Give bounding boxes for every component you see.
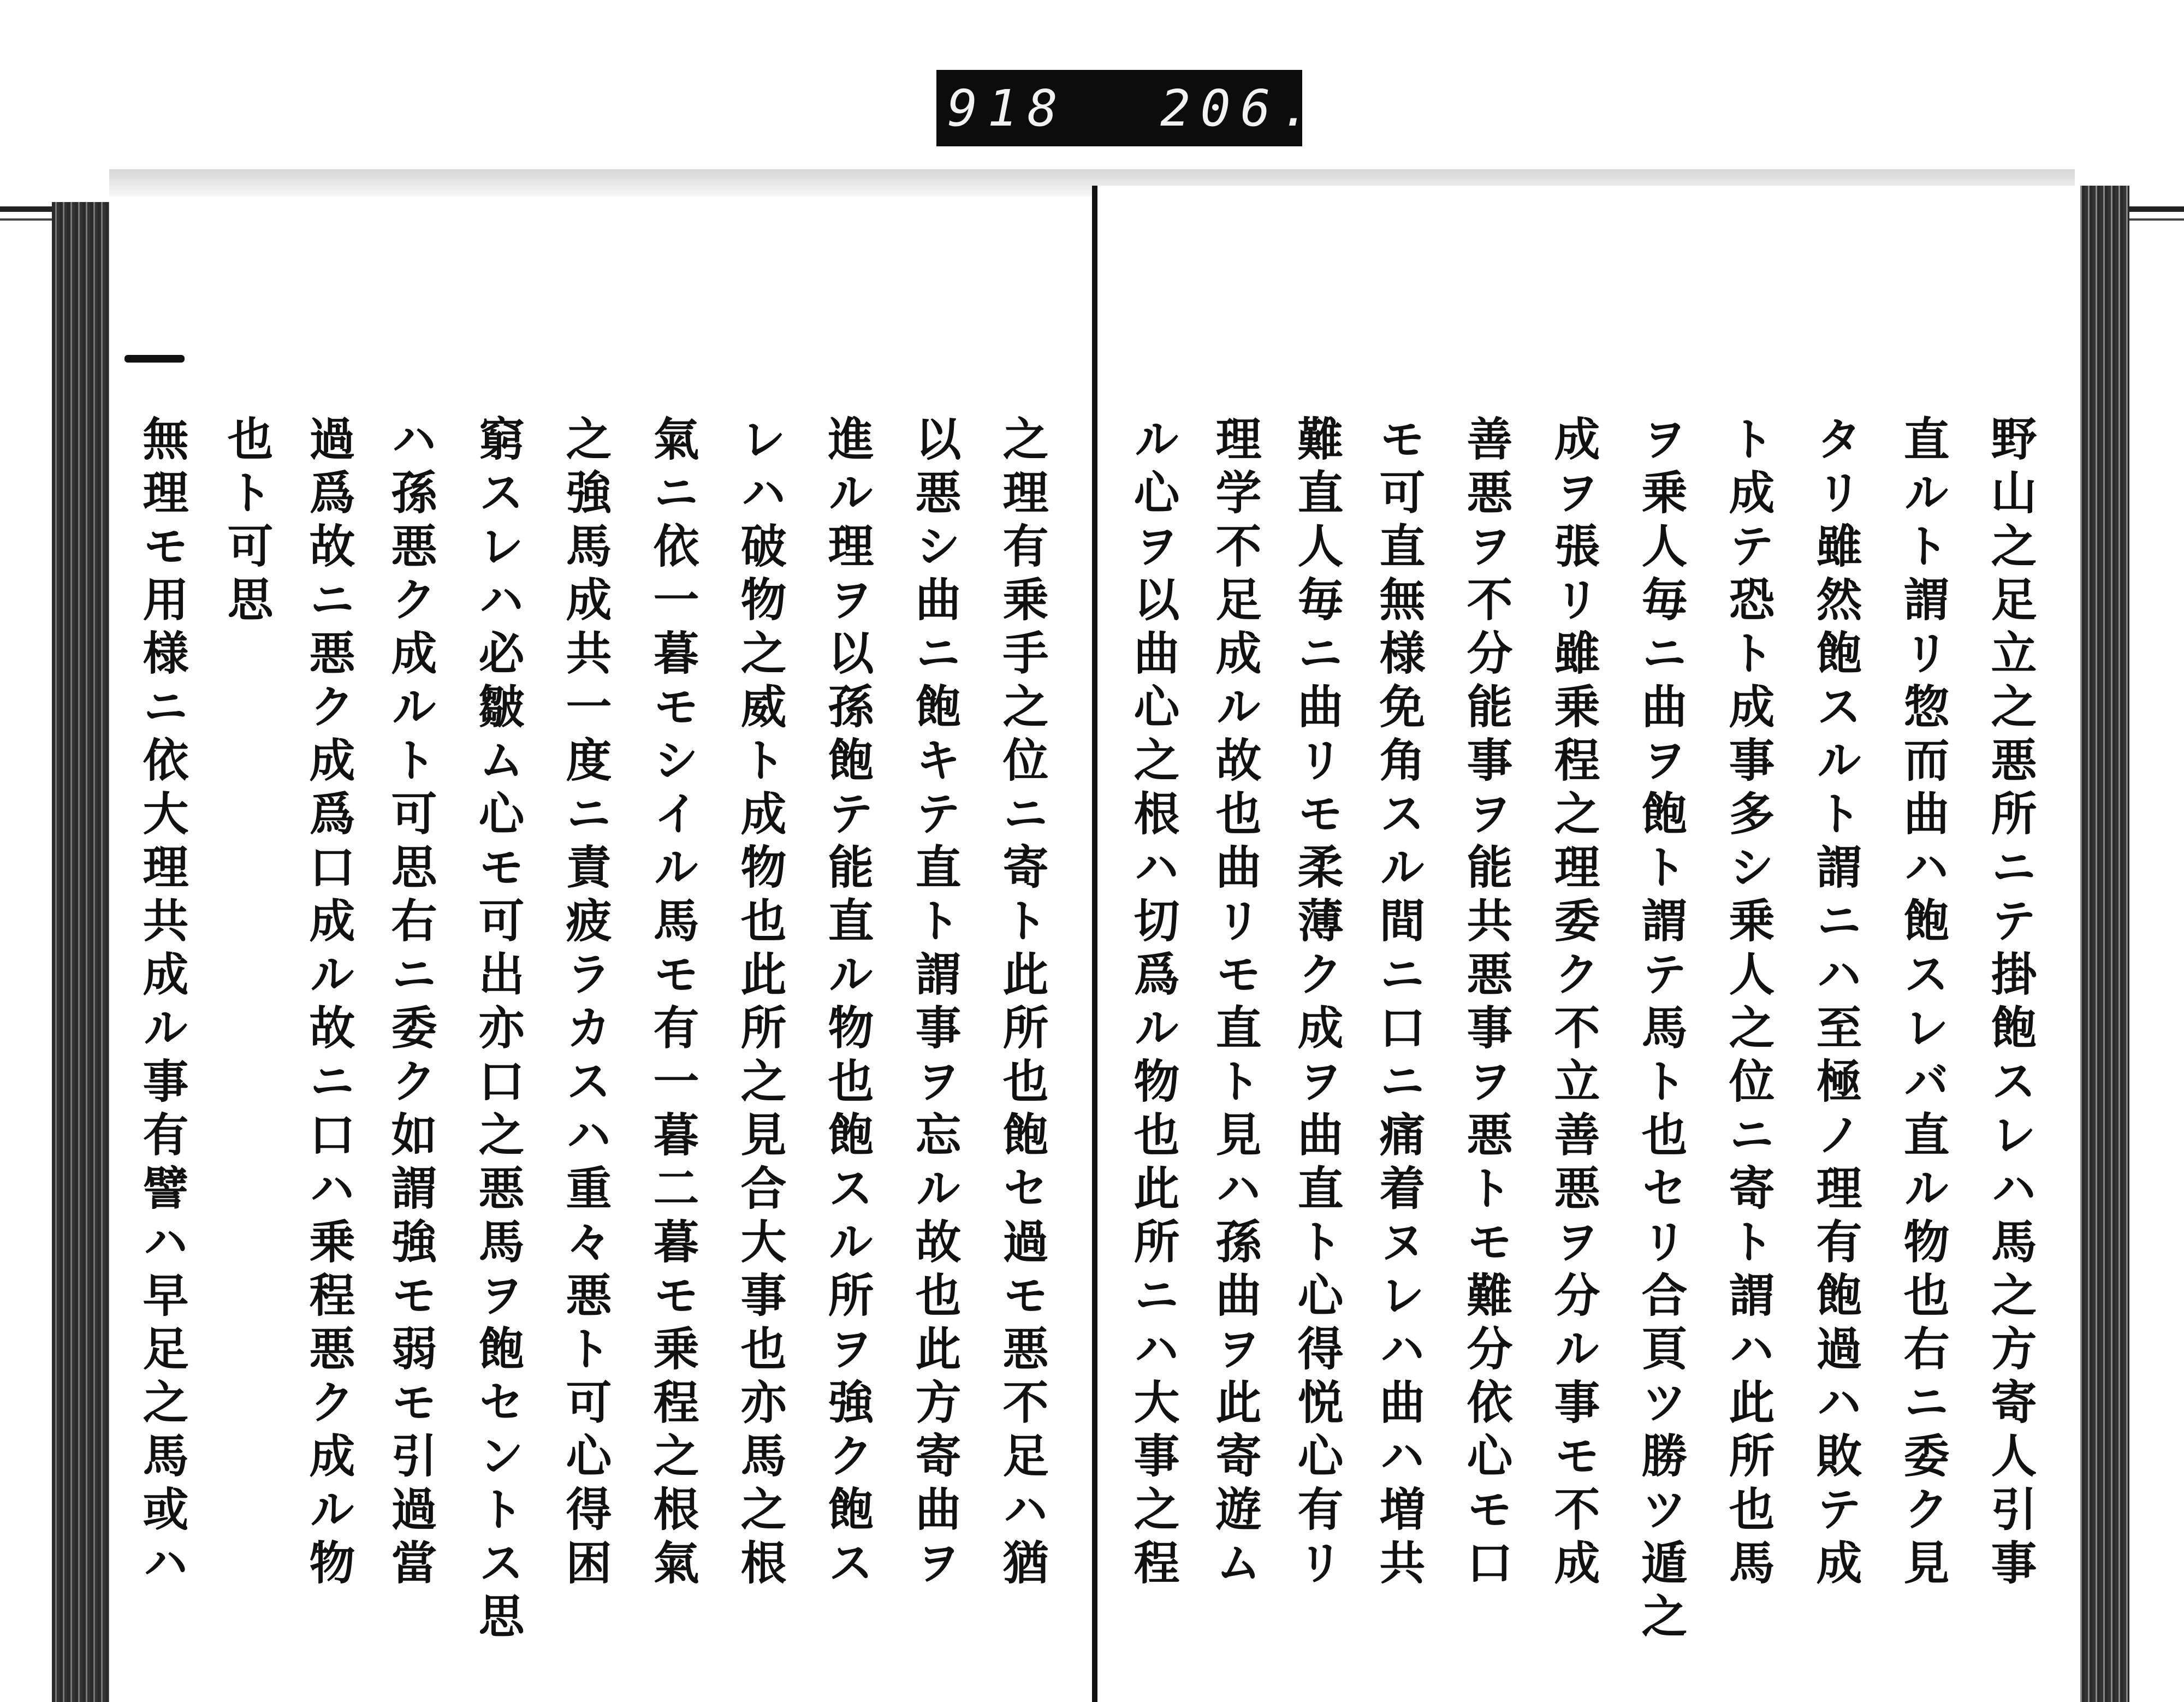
text-column: 野山之足立之悪所ニテ掛飽スレハ馬之方寄人引事 xyxy=(1984,415,2038,1592)
text-column: 難直人毎ニ曲リモ柔薄ク成ヲ曲直ト心得悦心有リ xyxy=(1290,415,1344,1592)
text-column: 窮スレハ必皺ム心モ可出亦口之悪馬ヲ飽セントス思 xyxy=(471,415,525,1646)
text-column: 氣ニ依一暮モシイル馬モ有一暮二暮モ乗程之根氣 xyxy=(646,415,700,1592)
text-column: 以悪シ曲ニ飽キテ直ト謂事ヲ忘ル故也此方寄曲ヲ xyxy=(908,415,962,1592)
text-column: 之強馬成共一度ニ責疲ラカスハ重々悪ト可心得困 xyxy=(559,415,613,1592)
text-column: ハ孫悪ク成ルト可思右ニ委ク如謂強モ弱モ引過當 xyxy=(384,415,438,1592)
text-column: モ可直無様免角スル間ニ口ニ痛着ヌレハ曲ハ増共 xyxy=(1372,415,1426,1592)
right-page xyxy=(1097,186,2080,1702)
text-column: レハ破物之威ト成物也此所之見合大事也亦馬之根 xyxy=(733,415,787,1592)
text-column: 直ルト謂リ惣而曲ハ飽スレバ直ル物也右ニ委ク見 xyxy=(1896,415,1950,1592)
text-column: 過爲故ニ悪ク成爲口成ル故ニ口ハ乗程悪ク成ル物 xyxy=(302,415,356,1592)
text-column: 成ヲ張リ雖乗程之理委ク不立善悪ヲ分ル事モ不成 xyxy=(1547,415,1601,1592)
text-column: 理学不足成ル故也曲リモ直ト見ハ孫曲ヲ此寄遊ム xyxy=(1208,415,1262,1592)
text-column: 進ル理ヲ以孫飽テ能直ル物也飽スル所ヲ強ク飽ス xyxy=(821,415,875,1592)
archive-label xyxy=(936,70,1321,146)
text-column: ト成テ恐ト成事多シ乗人之位ニ寄ト謂ハ此所也馬 xyxy=(1722,415,1776,1592)
label-left-number: 918 xyxy=(947,79,1068,138)
text-column: 善悪ヲ不分能事ヲ能共悪事ヲ悪トモ難分依心モ口 xyxy=(1459,415,1514,1592)
text-column: 無理モ用様ニ依大理共成ル事有譬ハ早足之馬或ハ xyxy=(135,415,189,1592)
text-column: ヲ乗人毎ニ曲ヲ飽ト謂テ馬ト也セリ合頁ツ勝ツ遁之 xyxy=(1634,415,1688,1646)
label-right-number: 206. xyxy=(1160,79,1321,138)
text-column: 也ト可思 xyxy=(220,415,274,629)
left-page xyxy=(109,197,1095,1702)
text-column: ル心ヲ以曲心之根ハ切爲ル物也此所ニハ大事之程 xyxy=(1126,415,1180,1592)
section-marker xyxy=(124,355,185,363)
text-column: タリ雖然飽スルト謂ニハ至極ノ理有飽過ハ敗テ成 xyxy=(1809,415,1863,1592)
text-column: 之理有乗手之位ニ寄ト此所也飽セ過モ悪不足ハ猶 xyxy=(995,415,1049,1592)
